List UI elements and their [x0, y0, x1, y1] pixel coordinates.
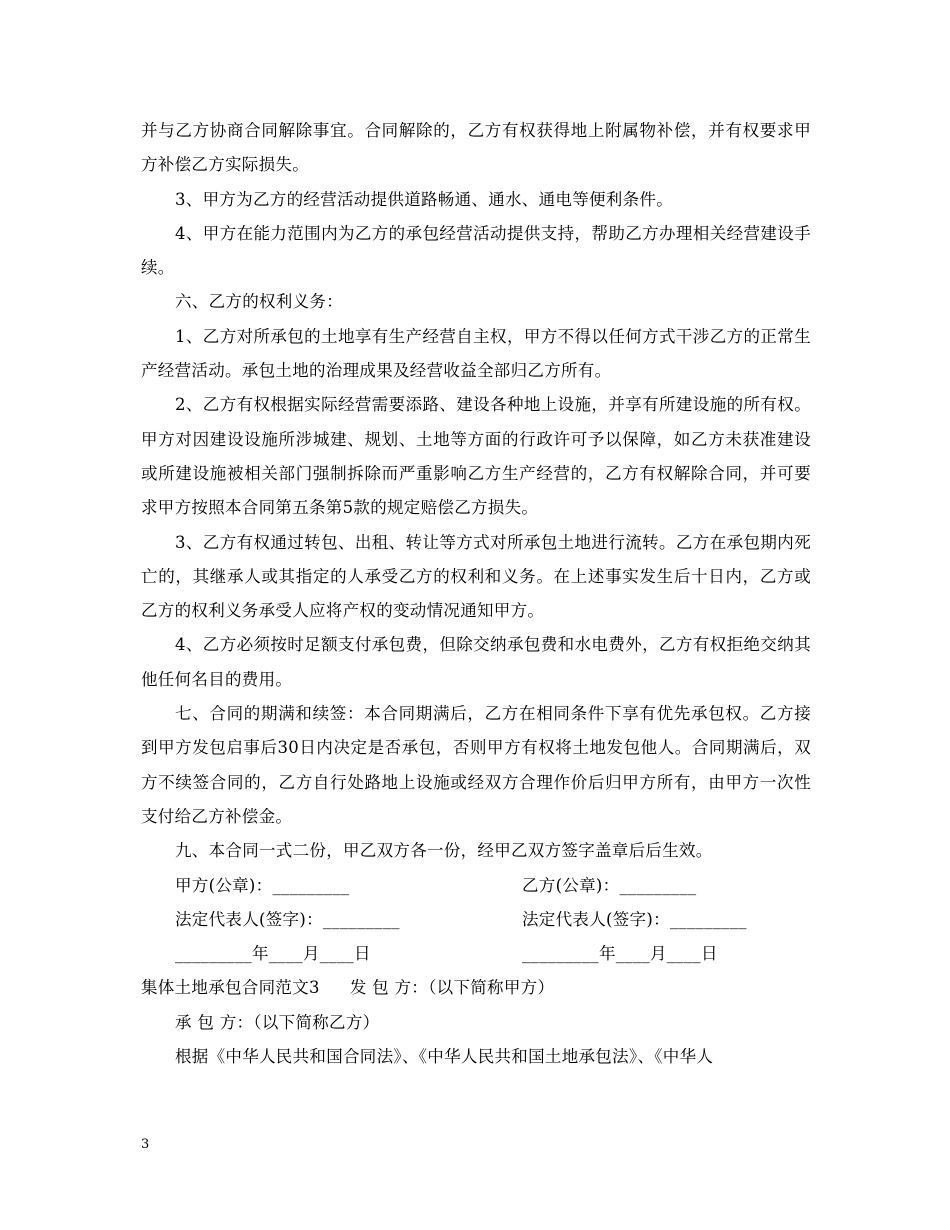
- paragraph-party-b-right-3: 3、乙方有权通过转包、出租、转让等方式对所承包土地进行流转。乙方在承包期内死亡的，其继承人或其指定的人承受乙方的权利和义务。在上述事实发生后十日内，乙方或乙方的权利义务承受人应将产权的变动情况通知甲方。: [141, 532, 811, 621]
- party-a-date-field: _________年____月____日: [175, 944, 371, 964]
- paragraph-party-b-right-2: 2、乙方有权根据实际经营需要添路、建设各种地上设施，并享有所建设施的所有权。甲方对因建设设施所涉城建、规划、土地等方面的行政许可予以保障，如乙方未获准建设或所建设施被相关部门强制拆除而严重影响乙方生产经营的，乙方有权解除合同，并可要求甲方按照本合同第五条第5款的规定赔偿乙方损失。: [141, 395, 811, 518]
- next-contract-title: 集体土地承包合同范文3: [141, 978, 320, 998]
- party-a-representative-field: 法定代表人(签字)：_________: [175, 909, 400, 929]
- signature-representative-row: [141, 903, 811, 937]
- signature-date-row: [141, 937, 811, 971]
- paragraph-party-b-right-4: 4、乙方必须按时足额支付承包费，但除交纳承包费和水电费外，乙方有权拒绝交纳其他任何名目的费用。: [141, 635, 811, 689]
- party-b-seal-field: 乙方(公章)：_________: [522, 875, 697, 895]
- signature-seal-row: [141, 869, 811, 903]
- paragraph-party-a-obligation-4: 4、甲方在能力范围内为乙方的承包经营活动提供支持，帮助乙方办理相关经营建设手续。: [141, 223, 811, 278]
- contractor-line: 承 包 方：（以下简称乙方）: [175, 1012, 380, 1032]
- party-b-representative-field: 法定代表人(签字)：_________: [522, 909, 747, 929]
- party-a-seal-field: 甲方(公章)：_________: [175, 875, 350, 895]
- paragraph-party-a-obligation-3: 3、甲方为乙方的经营活动提供道路畅通、通水、通电等便利条件。: [175, 189, 673, 209]
- next-contract-title-row: [141, 971, 811, 1005]
- paragraph-expiry-renewal: 七、合同的期满和续签：本合同期满后，乙方在相同条件下享有优先承包权。乙方接到甲方发包启事后30日内决定是否承包，否则甲方有权将土地发包他人。合同期满后，双方不续签合同的，乙方自行处路地上设施或经双方合理作价后归甲方所有，由甲方一次性支付给乙方补偿金。: [141, 704, 811, 826]
- paragraph-termination: 并与乙方协商合同解除事宜。合同解除的，乙方有权获得地上附属物补偿，并有权要求甲方补偿乙方实际损失。: [141, 121, 811, 175]
- paragraph-copies: 九、本合同一式二份，甲乙双方各一份，经甲乙双方签字盖章后后生效。: [175, 841, 713, 861]
- issuer-line: 发 包 方：（以下简称甲方）: [349, 978, 555, 998]
- page-number: 3: [141, 1137, 150, 1152]
- next-contract-opening: 根据《中华人民共和国合同法》、《中华人民共和国土地承包法》、《中华人: [175, 1047, 714, 1067]
- paragraph-party-b-right-1: 1、乙方对所承包的土地享有生产经营自主权，甲方不得以任何方式干涉乙方的正常生产经营活动。承包土地的治理成果及经营收益全部归乙方所有。: [141, 326, 811, 381]
- section-heading-party-b-rights: 六、乙方的权利义务：: [175, 292, 343, 312]
- document-body: [141, 114, 811, 1074]
- party-b-date-field: _________年____月____日: [522, 944, 718, 964]
